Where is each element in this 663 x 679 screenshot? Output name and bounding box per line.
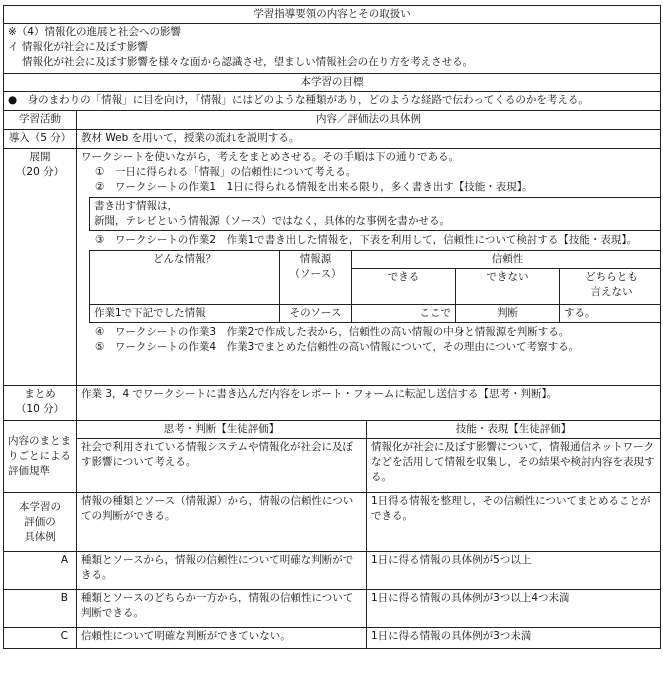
lesson-plan-table xyxy=(3,5,661,649)
develop-step-2: ② ワークシートの作業1 1日に得られる情報を出来る限り，多く書き出す【技能・表現】。 xyxy=(95,181,533,193)
develop-step-5: ⑤ ワークシートの作業4 作業3でまとめた信頼性の高い情報について，その理由について考察する。 xyxy=(95,341,580,353)
criteria-skill-text: 情報化が社会に及ぼす影響について，情報通信ネットワークなどを活用して情報を収集し，その結果や検討内容を表現する。 xyxy=(371,441,655,483)
grade-thinking: 信頼性について明確な判断ができていない。 xyxy=(77,628,367,649)
instruction-box-line-2: 新聞，テレビという情報源（ソース）ではなく，具体的な事例を書かせる。 xyxy=(94,215,451,227)
instruction-box-line-1: 書き出す情報は， xyxy=(94,200,178,212)
column-activity: 学習活動 xyxy=(4,111,77,130)
reliability-col-source-2: （ソース） xyxy=(289,268,342,280)
goal-text: ● 身のまわりの「情報」に目を向け，「情報」にはどのような種類があり，どのような経路で伝わってくるのかを考える。 xyxy=(4,92,661,111)
reliability-col-cannot: できない xyxy=(456,269,560,305)
grade-label: A xyxy=(4,552,77,590)
curriculum-line-3: 情報化が社会に及ぼす影響を様々な面から認識させ，望ましい情報社会の在り方を考えさせる。 xyxy=(22,56,474,68)
instruction-box xyxy=(89,197,661,231)
criteria-label: 内容のまとまりごとによる評価規準 xyxy=(4,421,77,493)
grade-label: C xyxy=(4,628,77,649)
reliability-table xyxy=(89,250,661,323)
criteria-thinking-cell xyxy=(77,421,367,493)
grade-row-c xyxy=(4,628,661,649)
reliability-col-info: どんな情報？ xyxy=(90,251,280,305)
develop-step-3: ③ ワークシートの作業2 作業1で書き出した情報を，下表を利用して，信頼性について検討する【技能・表現】。 xyxy=(95,234,638,246)
examples-skill-text: 1日得る情報を整理し，その信頼性についてまとめることができる。 xyxy=(367,493,661,552)
reliability-col-either-2: 言えない xyxy=(590,286,633,298)
intro-label: 導入（5 分） xyxy=(4,130,77,149)
curriculum-line-2: イ 情報化が社会に及ぼす影響 xyxy=(8,41,148,53)
examples-label-3: 具体例 xyxy=(24,530,56,543)
develop-step-1: ① 一日に得られる「情報」の信頼性について考える。 xyxy=(95,166,357,178)
curriculum-content xyxy=(4,24,661,74)
curriculum-line-1: ※（4）情報化の進展と社会への影響 xyxy=(8,26,181,38)
criteria-thinking-text: 社会で利用されている情報システムや情報化が社会に及ぼす影響について考える。 xyxy=(81,441,353,468)
reliability-row-c2: 判断 xyxy=(456,305,560,323)
summary-label-2: （10 分） xyxy=(15,403,65,415)
grade-skill: 1日に得る情報の具体例が5つ以上 xyxy=(367,552,661,590)
reliability-col-source xyxy=(280,251,352,305)
grade-label: B xyxy=(4,590,77,628)
grade-skill: 1日に得る情報の具体例が3つ未満 xyxy=(367,628,661,649)
examples-label xyxy=(4,493,77,552)
criteria-skill-header: 技能・表現【生徒評価】 xyxy=(367,421,660,439)
develop-content xyxy=(77,149,661,386)
grade-thinking: 種類とソースのどちらか一方から，情報の信頼性について判断できる。 xyxy=(77,590,367,628)
reliability-row-info: 作業1で下記でした情報 xyxy=(90,305,280,323)
criteria-thinking-header: 思考・判断【生徒評価】 xyxy=(77,421,366,439)
examples-label-2: 評価の xyxy=(24,515,56,528)
develop-label-1: 展開 xyxy=(29,151,51,163)
goal-header: 本学習の目標 xyxy=(4,74,661,92)
reliability-col-either-1: どちらとも xyxy=(585,271,638,283)
reliability-row-c3: する。 xyxy=(560,305,661,323)
examples-thinking-text: 情報の種類とソース（情報源）から，情報の信頼性についての判断ができる。 xyxy=(77,493,367,552)
grade-skill: 1日に得る情報の具体例が3つ以上4つ未満 xyxy=(367,590,661,628)
reliability-col-can: できる xyxy=(352,269,456,305)
summary-text: 作業 3，4 でワークシートに書き込んだ内容をレポート・フォームに転記し送信する【思考・判断】。 xyxy=(77,386,661,421)
examples-label-1: 本学習の xyxy=(19,500,61,513)
criteria-skill-cell xyxy=(367,421,661,493)
reliability-col-either xyxy=(560,269,661,305)
reliability-row-source: そのソース xyxy=(280,305,352,323)
reliability-col-reliability: 信頼性 xyxy=(352,251,661,269)
curriculum-header: 学習指導要領の内容とその取扱い xyxy=(4,6,661,24)
develop-label xyxy=(4,149,77,386)
grade-row-b xyxy=(4,590,661,628)
develop-step-4: ④ ワークシートの作業3 作業2で作成した表から，信頼性の高い情報の中身と情報源を判断する。 xyxy=(95,326,570,338)
intro-text: 教材 Web を用いて，授業の流れを説明する。 xyxy=(77,130,661,149)
develop-label-2: （20 分） xyxy=(15,166,65,178)
column-content: 内容／評価法の具体例 xyxy=(77,111,661,130)
grade-row-a xyxy=(4,552,661,590)
grade-thinking: 種類とソースから，情報の信頼性について明確な判断ができる。 xyxy=(77,552,367,590)
summary-label-1: まとめ xyxy=(24,388,56,400)
develop-lead: ワークシートを使いながら，考えをまとめさせる。その手順は下の通りである。 xyxy=(81,151,459,163)
summary-label xyxy=(4,386,77,421)
reliability-col-source-1: 情報源 xyxy=(299,253,332,265)
reliability-row-c1: ここで xyxy=(352,305,456,323)
